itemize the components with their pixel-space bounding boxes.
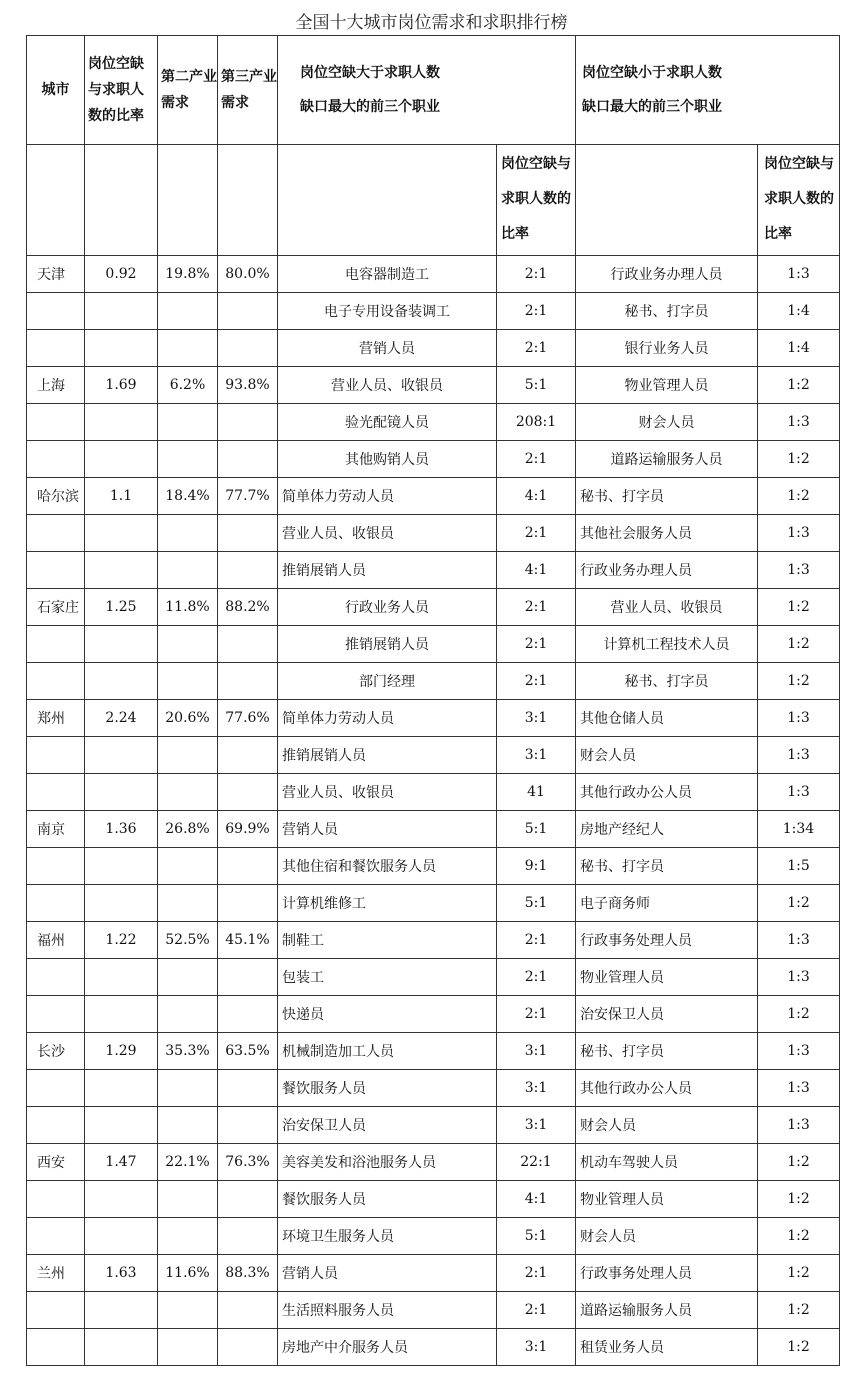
table-row — [27, 1033, 840, 1070]
tertiary-cell — [218, 1181, 278, 1218]
table-body — [27, 256, 840, 1366]
surplus-job-cell: 机动车驾驶人员 — [576, 1144, 758, 1181]
secondary-cell — [158, 1292, 218, 1329]
secondary-cell — [158, 626, 218, 663]
gap-job-cell: 包装工 — [278, 959, 497, 996]
surplus-job-cell: 行政事务处理人员 — [576, 1255, 758, 1292]
subheader-empty — [576, 145, 758, 256]
city-cell — [27, 1070, 85, 1107]
surplus-ratio-cell: 1:4 — [758, 330, 840, 367]
secondary-cell: 20.6% — [158, 700, 218, 737]
city-cell — [27, 663, 85, 700]
secondary-cell — [158, 1070, 218, 1107]
gap-job-cell: 生活照料服务人员 — [278, 1292, 497, 1329]
ratio-cell — [85, 1107, 158, 1144]
gap-ratio-cell: 4:1 — [497, 478, 576, 515]
gap-ratio-cell: 9:1 — [497, 848, 576, 885]
surplus-job-cell: 秘书、打字员 — [576, 663, 758, 700]
header-surplus-line2: 缺口最大的前三个职业 — [582, 99, 722, 115]
city-cell — [27, 737, 85, 774]
surplus-ratio-cell: 1:2 — [758, 1255, 840, 1292]
header-secondary: 第二产业需求 — [158, 36, 218, 145]
surplus-job-cell: 道路运输服务人员 — [576, 1292, 758, 1329]
gap-ratio-cell: 3:1 — [497, 700, 576, 737]
header-surplus-line1: 岗位空缺小于求职人数 — [582, 65, 722, 81]
city-cell — [27, 626, 85, 663]
surplus-ratio-cell: 1:2 — [758, 1329, 840, 1366]
gap-job-cell: 营业人员、收银员 — [278, 774, 497, 811]
gap-job-cell: 电子专用设备装调工 — [278, 293, 497, 330]
gap-ratio-cell: 5:1 — [497, 811, 576, 848]
gap-ratio-cell: 2:1 — [497, 663, 576, 700]
surplus-ratio-cell: 1:3 — [758, 700, 840, 737]
ratio-cell — [85, 737, 158, 774]
ratio-cell — [85, 1292, 158, 1329]
gap-ratio-cell: 4:1 — [497, 1181, 576, 1218]
tertiary-cell — [218, 737, 278, 774]
table-row — [27, 404, 840, 441]
surplus-job-cell: 行政事务处理人员 — [576, 922, 758, 959]
surplus-ratio-cell: 1:2 — [758, 478, 840, 515]
gap-job-cell: 部门经理 — [278, 663, 497, 700]
table-row — [27, 922, 840, 959]
gap-ratio-cell: 2:1 — [497, 330, 576, 367]
tertiary-cell — [218, 774, 278, 811]
ratio-cell: 1.25 — [85, 589, 158, 626]
table-row — [27, 552, 840, 589]
gap-ratio-cell: 2:1 — [497, 589, 576, 626]
city-cell: 郑州 — [27, 700, 85, 737]
city-cell: 福州 — [27, 922, 85, 959]
gap-ratio-cell: 3:1 — [497, 737, 576, 774]
city-cell: 西安 — [27, 1144, 85, 1181]
surplus-job-cell: 财会人员 — [576, 404, 758, 441]
ratio-cell — [85, 1070, 158, 1107]
surplus-job-cell: 营业人员、收银员 — [576, 589, 758, 626]
city-cell — [27, 1181, 85, 1218]
table-row — [27, 256, 840, 293]
gap-job-cell: 推销展销人员 — [278, 626, 497, 663]
subheader-empty — [218, 145, 278, 256]
secondary-cell: 19.8% — [158, 256, 218, 293]
surplus-ratio-cell: 1:3 — [758, 774, 840, 811]
surplus-ratio-cell: 1:2 — [758, 885, 840, 922]
tertiary-cell — [218, 404, 278, 441]
table-row — [27, 330, 840, 367]
secondary-cell — [158, 1181, 218, 1218]
ratio-cell: 1.1 — [85, 478, 158, 515]
surplus-ratio-cell: 1:2 — [758, 589, 840, 626]
table-row — [27, 663, 840, 700]
header-gap-line2: 缺口最大的前三个职业 — [300, 99, 440, 115]
header-city: 城市 — [27, 36, 85, 145]
gap-ratio-cell: 3:1 — [497, 1329, 576, 1366]
secondary-cell — [158, 441, 218, 478]
surplus-job-cell: 其他行政办公人员 — [576, 774, 758, 811]
surplus-job-cell: 其他行政办公人员 — [576, 1070, 758, 1107]
secondary-cell — [158, 1329, 218, 1366]
secondary-cell — [158, 959, 218, 996]
ratio-cell: 0.92 — [85, 256, 158, 293]
surplus-ratio-cell: 1:2 — [758, 626, 840, 663]
gap-job-cell: 餐饮服务人员 — [278, 1070, 497, 1107]
secondary-cell: 35.3% — [158, 1033, 218, 1070]
ratio-cell: 2.24 — [85, 700, 158, 737]
surplus-ratio-cell: 1:2 — [758, 996, 840, 1033]
gap-ratio-cell: 2:1 — [497, 293, 576, 330]
city-cell — [27, 515, 85, 552]
surplus-ratio-cell: 1:2 — [758, 663, 840, 700]
subheader-empty — [278, 145, 497, 256]
tertiary-cell — [218, 1218, 278, 1255]
ratio-cell — [85, 293, 158, 330]
tertiary-cell: 80.0% — [218, 256, 278, 293]
header-gap-occupations — [278, 36, 576, 145]
city-cell — [27, 774, 85, 811]
secondary-cell — [158, 885, 218, 922]
surplus-ratio-cell: 1:3 — [758, 1107, 840, 1144]
surplus-ratio-cell: 1:3 — [758, 1033, 840, 1070]
city-cell — [27, 441, 85, 478]
gap-ratio-cell: 2:1 — [497, 256, 576, 293]
tertiary-cell — [218, 848, 278, 885]
table-row — [27, 1070, 840, 1107]
table-row — [27, 1329, 840, 1366]
gap-job-cell: 计算机维修工 — [278, 885, 497, 922]
surplus-job-cell: 其他社会服务人员 — [576, 515, 758, 552]
ratio-cell — [85, 441, 158, 478]
ratio-cell: 1.63 — [85, 1255, 158, 1292]
gap-job-cell: 营销人员 — [278, 330, 497, 367]
surplus-job-cell: 道路运输服务人员 — [576, 441, 758, 478]
gap-ratio-cell: 2:1 — [497, 515, 576, 552]
ratio-cell — [85, 1329, 158, 1366]
gap-job-cell: 营销人员 — [278, 1255, 497, 1292]
secondary-cell: 52.5% — [158, 922, 218, 959]
surplus-job-cell: 房地产经纪人 — [576, 811, 758, 848]
ratio-cell — [85, 996, 158, 1033]
gap-ratio-cell: 3:1 — [497, 1070, 576, 1107]
secondary-cell — [158, 404, 218, 441]
city-cell — [27, 1329, 85, 1366]
table-row — [27, 737, 840, 774]
city-cell: 天津 — [27, 256, 85, 293]
city-cell: 南京 — [27, 811, 85, 848]
subheader-row — [27, 145, 840, 256]
city-cell: 石家庄 — [27, 589, 85, 626]
tertiary-cell — [218, 330, 278, 367]
surplus-ratio-cell: 1:2 — [758, 367, 840, 404]
surplus-job-cell: 银行业务人员 — [576, 330, 758, 367]
secondary-cell: 6.2% — [158, 367, 218, 404]
secondary-cell: 26.8% — [158, 811, 218, 848]
tertiary-cell — [218, 959, 278, 996]
city-cell: 哈尔滨 — [27, 478, 85, 515]
gap-ratio-cell: 2:1 — [497, 626, 576, 663]
subheader-empty — [158, 145, 218, 256]
table-row — [27, 293, 840, 330]
table-row — [27, 589, 840, 626]
table-row — [27, 811, 840, 848]
tertiary-cell — [218, 1292, 278, 1329]
surplus-job-cell: 租赁业务人员 — [576, 1329, 758, 1366]
secondary-cell: 11.8% — [158, 589, 218, 626]
ratio-cell — [85, 1181, 158, 1218]
header-surplus-occupations — [576, 36, 840, 145]
city-cell: 兰州 — [27, 1255, 85, 1292]
surplus-ratio-cell: 1:3 — [758, 1070, 840, 1107]
surplus-job-cell: 行政业务办理人员 — [576, 256, 758, 293]
secondary-cell — [158, 774, 218, 811]
city-cell — [27, 959, 85, 996]
ratio-cell: 1.47 — [85, 1144, 158, 1181]
city-cell — [27, 1107, 85, 1144]
secondary-cell — [158, 848, 218, 885]
ratio-cell — [85, 885, 158, 922]
table-row — [27, 1144, 840, 1181]
secondary-cell: 18.4% — [158, 478, 218, 515]
ratio-cell — [85, 626, 158, 663]
header-row — [27, 36, 840, 145]
gap-job-cell: 营销人员 — [278, 811, 497, 848]
ratio-cell: 1.36 — [85, 811, 158, 848]
page-title: 全国十大城市岗位需求和求职排行榜 — [295, 13, 568, 33]
secondary-cell — [158, 1107, 218, 1144]
table-row — [27, 774, 840, 811]
gap-ratio-cell: 2:1 — [497, 1292, 576, 1329]
city-cell — [27, 552, 85, 589]
gap-job-cell: 快递员 — [278, 996, 497, 1033]
surplus-job-cell: 财会人员 — [576, 1107, 758, 1144]
ratio-cell — [85, 515, 158, 552]
tertiary-cell — [218, 1070, 278, 1107]
secondary-cell — [158, 737, 218, 774]
gap-ratio-cell: 208:1 — [497, 404, 576, 441]
surplus-ratio-cell: 1:2 — [758, 441, 840, 478]
secondary-cell — [158, 1218, 218, 1255]
surplus-ratio-cell: 1:3 — [758, 515, 840, 552]
surplus-job-cell: 财会人员 — [576, 737, 758, 774]
tertiary-cell — [218, 885, 278, 922]
gap-job-cell: 美容美发和浴池服务人员 — [278, 1144, 497, 1181]
table-row — [27, 848, 840, 885]
surplus-job-cell: 财会人员 — [576, 1218, 758, 1255]
gap-job-cell: 电容器制造工 — [278, 256, 497, 293]
gap-ratio-cell: 2:1 — [497, 1255, 576, 1292]
surplus-ratio-cell: 1:3 — [758, 404, 840, 441]
secondary-cell — [158, 552, 218, 589]
gap-job-cell: 验光配镜人员 — [278, 404, 497, 441]
surplus-ratio-cell: 1:2 — [758, 1218, 840, 1255]
table-row — [27, 885, 840, 922]
gap-ratio-cell: 2:1 — [497, 922, 576, 959]
secondary-cell: 11.6% — [158, 1255, 218, 1292]
gap-job-cell: 营业人员、收银员 — [278, 367, 497, 404]
surplus-job-cell: 行政业务办理人员 — [576, 552, 758, 589]
table-row — [27, 1218, 840, 1255]
gap-ratio-cell: 41 — [497, 774, 576, 811]
table-row — [27, 515, 840, 552]
tertiary-cell: 88.3% — [218, 1255, 278, 1292]
table-row — [27, 441, 840, 478]
city-cell — [27, 1218, 85, 1255]
tertiary-cell — [218, 996, 278, 1033]
surplus-ratio-cell: 1:3 — [758, 256, 840, 293]
secondary-cell — [158, 330, 218, 367]
tertiary-cell: 69.9% — [218, 811, 278, 848]
gap-job-cell: 房地产中介服务人员 — [278, 1329, 497, 1366]
city-cell — [27, 330, 85, 367]
ratio-cell — [85, 848, 158, 885]
ratio-cell — [85, 1218, 158, 1255]
gap-ratio-cell: 3:1 — [497, 1107, 576, 1144]
secondary-cell — [158, 663, 218, 700]
secondary-cell — [158, 996, 218, 1033]
gap-job-cell: 推销展销人员 — [278, 737, 497, 774]
surplus-job-cell: 计算机工程技术人员 — [576, 626, 758, 663]
surplus-job-cell: 电子商务师 — [576, 885, 758, 922]
surplus-job-cell: 秘书、打字员 — [576, 848, 758, 885]
surplus-ratio-cell: 1:3 — [758, 959, 840, 996]
city-cell — [27, 293, 85, 330]
tertiary-cell — [218, 293, 278, 330]
table-row — [27, 1107, 840, 1144]
city-cell — [27, 404, 85, 441]
surplus-ratio-cell: 1:5 — [758, 848, 840, 885]
gap-job-cell: 机械制造加工人员 — [278, 1033, 497, 1070]
gap-job-cell: 治安保卫人员 — [278, 1107, 497, 1144]
city-cell — [27, 885, 85, 922]
gap-ratio-cell: 2:1 — [497, 441, 576, 478]
gap-ratio-cell: 5:1 — [497, 367, 576, 404]
surplus-ratio-cell: 1:4 — [758, 293, 840, 330]
tertiary-cell: 77.6% — [218, 700, 278, 737]
surplus-ratio-cell: 1:3 — [758, 737, 840, 774]
table-row — [27, 959, 840, 996]
gap-ratio-cell: 22:1 — [497, 1144, 576, 1181]
city-cell — [27, 848, 85, 885]
ratio-cell — [85, 774, 158, 811]
header-gap-line1: 岗位空缺大于求职人数 — [300, 65, 440, 81]
tertiary-cell — [218, 1329, 278, 1366]
surplus-ratio-cell: 1:34 — [758, 811, 840, 848]
tertiary-cell — [218, 626, 278, 663]
surplus-ratio-cell: 1:3 — [758, 922, 840, 959]
subheader-empty — [27, 145, 85, 256]
secondary-cell — [158, 293, 218, 330]
ratio-cell: 1.29 — [85, 1033, 158, 1070]
surplus-ratio-cell: 1:2 — [758, 1181, 840, 1218]
gap-ratio-cell: 2:1 — [497, 959, 576, 996]
surplus-job-cell: 其他仓储人员 — [576, 700, 758, 737]
gap-job-cell: 推销展销人员 — [278, 552, 497, 589]
table-row — [27, 1181, 840, 1218]
surplus-job-cell: 物业管理人员 — [576, 959, 758, 996]
ratio-cell — [85, 330, 158, 367]
tertiary-cell: 45.1% — [218, 922, 278, 959]
tertiary-cell — [218, 515, 278, 552]
ratio-cell — [85, 959, 158, 996]
tertiary-cell: 93.8% — [218, 367, 278, 404]
surplus-job-cell: 物业管理人员 — [576, 1181, 758, 1218]
header-tertiary: 第三产业需求 — [218, 36, 278, 145]
city-cell: 上海 — [27, 367, 85, 404]
gap-job-cell: 其他购销人员 — [278, 441, 497, 478]
surplus-ratio-cell: 1:3 — [758, 552, 840, 589]
table-row — [27, 1255, 840, 1292]
tertiary-cell: 63.5% — [218, 1033, 278, 1070]
ratio-cell: 1.69 — [85, 367, 158, 404]
gap-ratio-cell: 4:1 — [497, 552, 576, 589]
tertiary-cell — [218, 663, 278, 700]
surplus-job-cell: 秘书、打字员 — [576, 1033, 758, 1070]
tertiary-cell — [218, 1107, 278, 1144]
ratio-cell: 1.22 — [85, 922, 158, 959]
gap-job-cell: 行政业务人员 — [278, 589, 497, 626]
gap-ratio-cell: 5:1 — [497, 885, 576, 922]
city-cell — [27, 1292, 85, 1329]
table-row — [27, 367, 840, 404]
gap-ratio-cell: 5:1 — [497, 1218, 576, 1255]
ratio-cell — [85, 552, 158, 589]
surplus-ratio-cell: 1:2 — [758, 1292, 840, 1329]
tertiary-cell — [218, 441, 278, 478]
tertiary-cell: 77.7% — [218, 478, 278, 515]
subheader-ratio-surplus: 岗位空缺与求职人数的比率 — [758, 145, 840, 256]
table-row — [27, 626, 840, 663]
ratio-cell — [85, 404, 158, 441]
secondary-cell — [158, 515, 218, 552]
table-row — [27, 996, 840, 1033]
gap-job-cell: 餐饮服务人员 — [278, 1181, 497, 1218]
ranking-table — [26, 35, 840, 1366]
tertiary-cell: 88.2% — [218, 589, 278, 626]
subheader-empty — [85, 145, 158, 256]
gap-job-cell: 制鞋工 — [278, 922, 497, 959]
tertiary-cell: 76.3% — [218, 1144, 278, 1181]
tertiary-cell — [218, 552, 278, 589]
table-row — [27, 1292, 840, 1329]
gap-job-cell: 简单体力劳动人员 — [278, 478, 497, 515]
table-row — [27, 478, 840, 515]
surplus-job-cell: 物业管理人员 — [576, 367, 758, 404]
surplus-job-cell: 秘书、打字员 — [576, 478, 758, 515]
gap-ratio-cell: 3:1 — [497, 1033, 576, 1070]
gap-job-cell: 其他住宿和餐饮服务人员 — [278, 848, 497, 885]
city-cell: 长沙 — [27, 1033, 85, 1070]
surplus-job-cell: 治安保卫人员 — [576, 996, 758, 1033]
ratio-cell — [85, 663, 158, 700]
secondary-cell: 22.1% — [158, 1144, 218, 1181]
city-cell — [27, 996, 85, 1033]
subheader-ratio-gap: 岗位空缺与求职人数的比率 — [497, 145, 576, 256]
gap-job-cell: 环境卫生服务人员 — [278, 1218, 497, 1255]
header-ratio: 岗位空缺与求职人数的比率 — [85, 36, 158, 145]
surplus-ratio-cell: 1:2 — [758, 1144, 840, 1181]
gap-ratio-cell: 2:1 — [497, 996, 576, 1033]
surplus-job-cell: 秘书、打字员 — [576, 293, 758, 330]
table-row — [27, 700, 840, 737]
gap-job-cell: 营业人员、收银员 — [278, 515, 497, 552]
gap-job-cell: 简单体力劳动人员 — [278, 700, 497, 737]
